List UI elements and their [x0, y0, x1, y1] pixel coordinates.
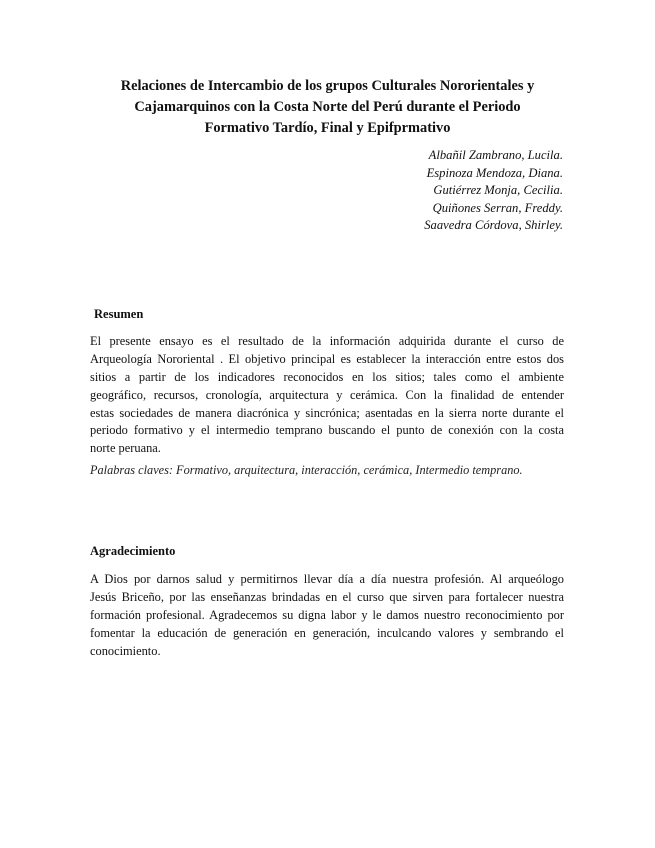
title-line: Relaciones de Intercambio de los grupos Culturales Nororientales y [120, 78, 535, 94]
text-line: periodo formativo y el intermedio temprano buscando el punto de conexión con la costa [90, 423, 564, 438]
author-name: Espinoza Mendoza, Diana. [426, 165, 563, 180]
text-line: conocimiento. [90, 643, 161, 658]
agradecimiento-paragraph [90, 571, 564, 660]
agradecimiento-heading: Agradecimiento [90, 544, 176, 558]
author-list [424, 147, 563, 235]
text-line: geográfico, recursos, cronología, arquitectura y cerámica. Con la finalidad de entender [90, 387, 564, 402]
author-name: Gutiérrez Monja, Cecilia. [433, 183, 563, 198]
text-line: fomentar la educación de generación en generación, inculcando valores y sembrando el [90, 625, 564, 640]
text-line: formación profesional. Agradecemos su digna labor y le damos nuestro reconocimiento por [90, 607, 564, 622]
resumen-paragraph [90, 333, 564, 458]
author-name: Saavedra Córdova, Shirley. [424, 218, 563, 233]
text-line: Arqueología Nororiental . El objetivo principal es establecer la interacción entre estos dos [90, 351, 564, 366]
keywords-line: Palabras claves: Formativo, arquitectura, interacción, cerámica, Intermedio temprano. [90, 463, 523, 477]
paper-title [95, 76, 560, 139]
author-name: Quiñones Serran, Freddy. [432, 200, 563, 215]
title-line: Formativo Tardío, Final y Epifprmativo [204, 120, 451, 136]
text-line: A Dios por darnos salud y permitirnos llevar día a día nuestra profesión. Al arqueólogo [90, 572, 564, 586]
text-line: norte peruana. [90, 441, 161, 456]
text-line: sitios a partir de los indicadores reconocidos en los sitios; tales como el ambiente [90, 369, 564, 384]
text-line: Jesús Briceño, por las enseñanzas brindadas en el curso que sirven para fortalecer nuestra [90, 589, 564, 604]
resumen-heading: Resumen [94, 307, 144, 321]
text-line: El presente ensayo es el resultado de la información adquirida durante el curso de [90, 334, 564, 348]
author-name: Albañil Zambrano, Lucila. [428, 148, 563, 162]
text-line: estas sociedades de manera diacrónica y sincrónica; asentadas en la sierra norte durante el [90, 405, 564, 420]
title-line: Cajamarquinos con la Costa Norte del Perú durante el Periodo [134, 99, 521, 115]
